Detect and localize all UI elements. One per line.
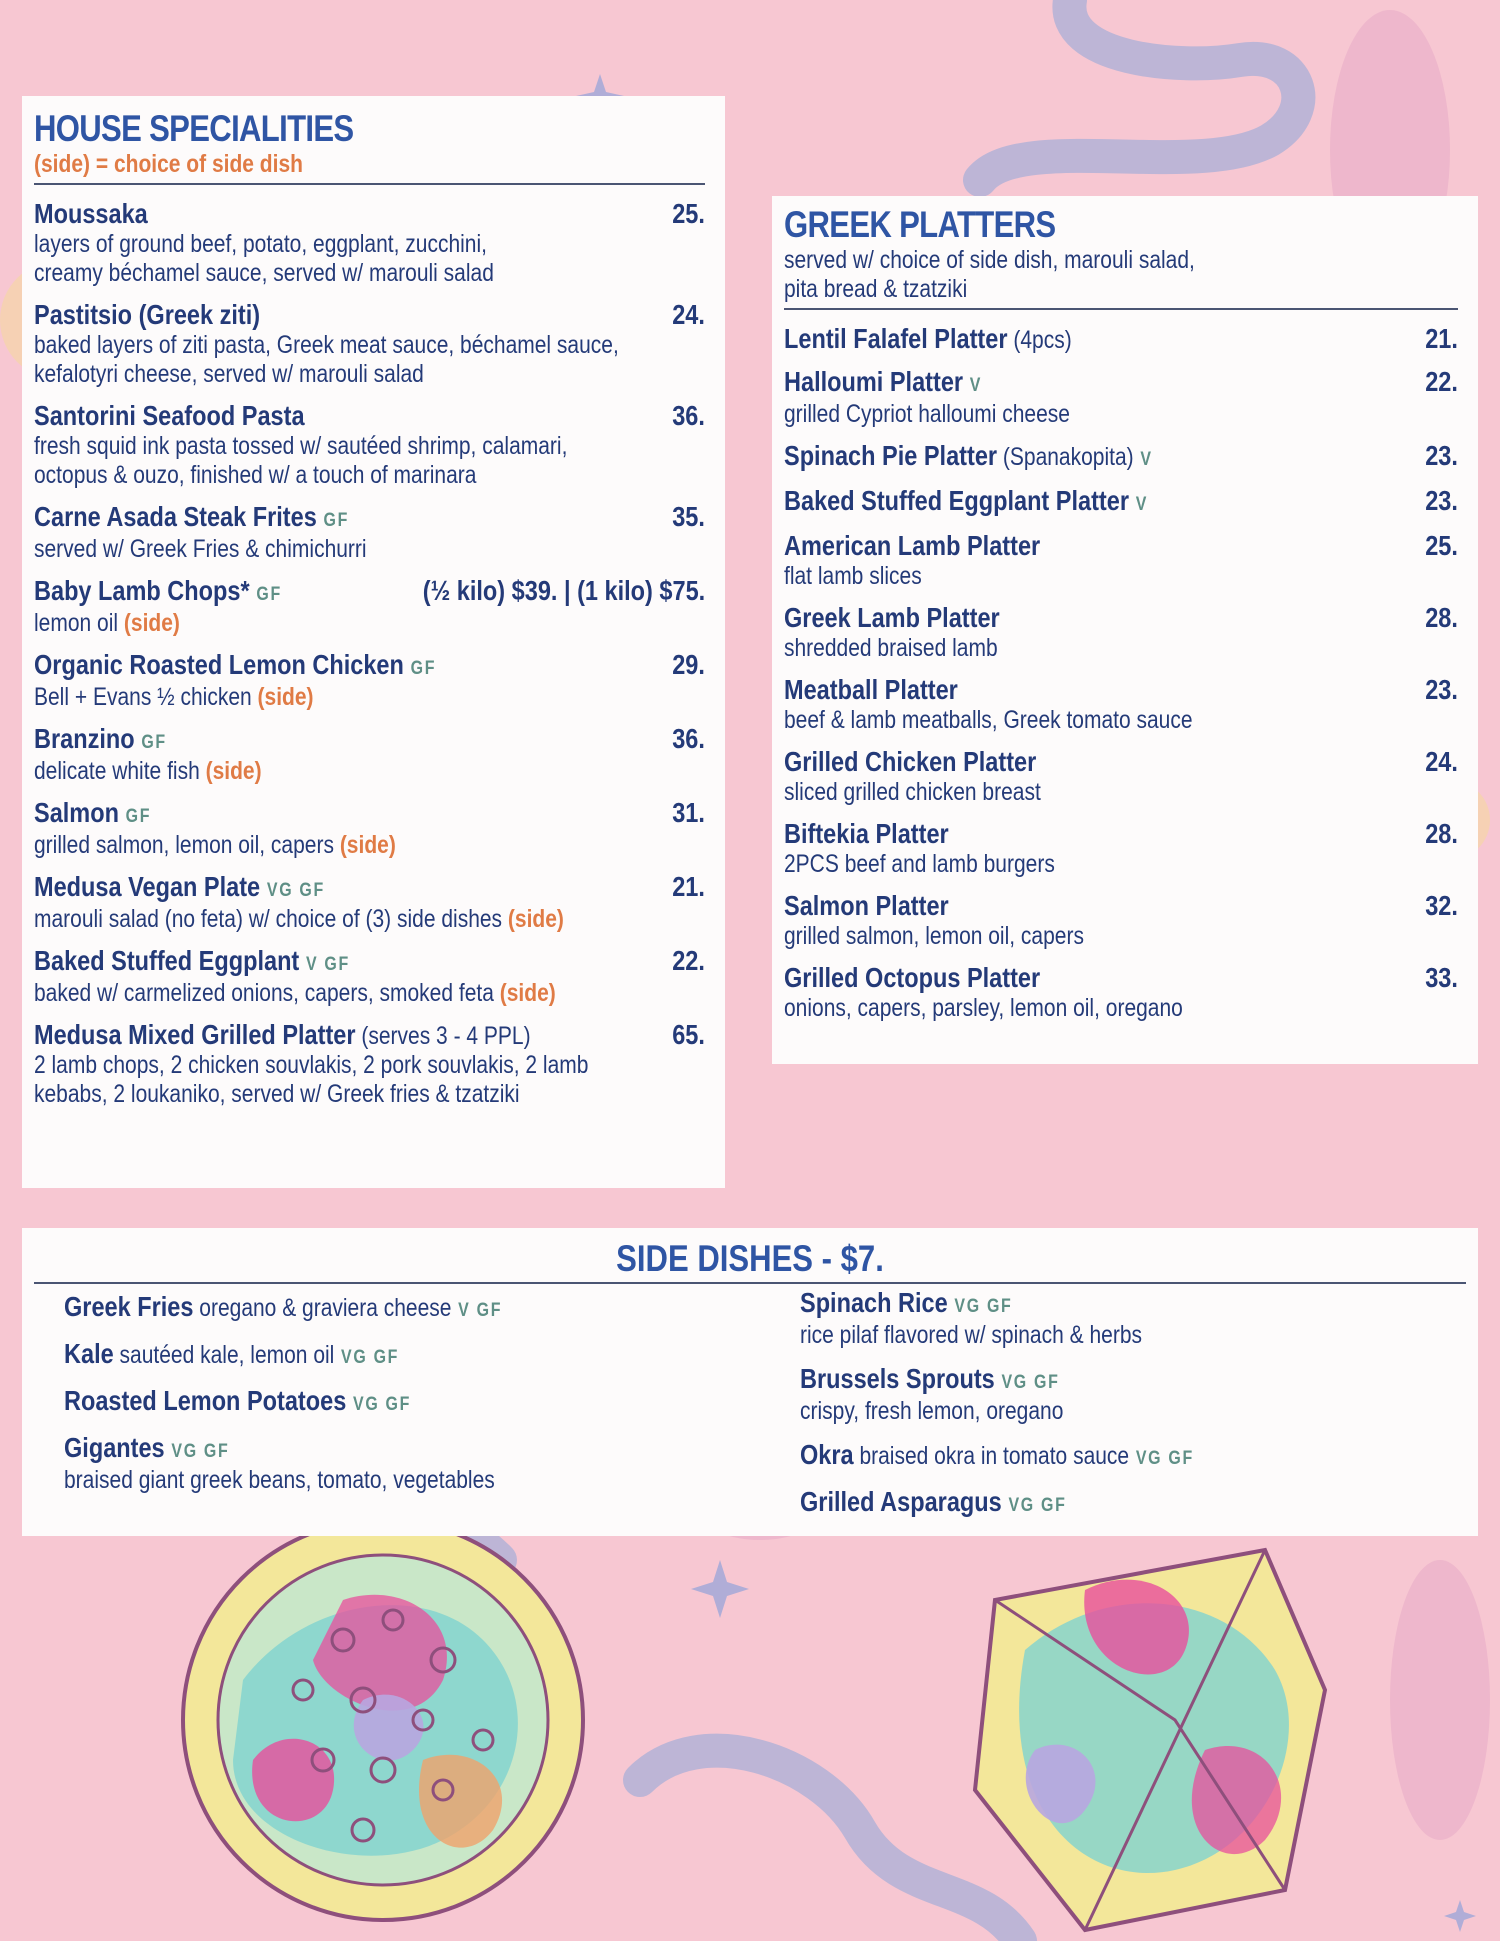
menu-item-price: 65.	[672, 1019, 705, 1050]
description-text: octopus & ouzo, finished w/ a touch of marinara	[34, 461, 477, 489]
menu-item-price: 23.	[1425, 674, 1458, 705]
description-text: layers of ground beef, potato, eggplant, zucchini,	[34, 230, 487, 258]
menu-item-name: Halloumi Platter	[784, 366, 964, 397]
description-text: 2 lamb chops, 2 chicken souvlakis, 2 pork souvlakis, 2 lamb	[34, 1051, 589, 1079]
menu-item	[784, 367, 1458, 429]
side-dishes-panel	[22, 1228, 1478, 1536]
menu-item-name: Santorini Seafood Pasta	[34, 400, 305, 431]
menu-item	[34, 650, 705, 712]
description-text: kebabs, 2 loukaniko, served w/ Greek fries & tzatziki	[34, 1080, 520, 1108]
side-choice-note: (side)	[205, 757, 262, 785]
menu-item	[34, 401, 705, 490]
diet-tag: VG GF	[954, 1296, 1013, 1317]
side-choice-note: (side)	[257, 683, 314, 711]
side-choice-note: (side)	[507, 905, 564, 933]
menu-item	[800, 1364, 1269, 1426]
menu-item-header	[34, 946, 598, 979]
menu-item-name: Kale	[64, 1338, 114, 1369]
menu-item-price: 36.	[672, 400, 705, 431]
house-items-list	[34, 199, 705, 1109]
menu-item-header	[784, 486, 1350, 519]
description-text: flat lamb slices	[784, 562, 922, 590]
menu-item-name: Biftekia Platter	[784, 818, 949, 849]
menu-item	[784, 819, 1458, 879]
menu-item-description	[34, 757, 598, 786]
menu-item-header	[784, 441, 1350, 474]
diet-tag: V	[969, 375, 983, 396]
menu-item	[34, 502, 705, 564]
menu-item-header	[784, 324, 1350, 355]
description-text: grilled salmon, lemon oil, capers	[34, 831, 334, 859]
house-specialities-title: HOUSE SPECIALITIES	[34, 108, 354, 149]
diet-tag: GF	[410, 658, 437, 679]
menu-item-price: 23.	[1425, 485, 1458, 516]
menu-item	[800, 1487, 1269, 1520]
menu-item-price: (½ kilo) $39. | (1 kilo) $75.	[422, 575, 705, 606]
diet-tag: V	[1140, 449, 1153, 470]
menu-item-header	[64, 1433, 502, 1466]
diet-tag: VG GF	[341, 1347, 400, 1368]
menu-item-name: Carne Asada Steak Frites	[34, 501, 317, 532]
menu-item-name: Grilled Asparagus	[800, 1486, 1002, 1517]
diet-tag: VG GF	[353, 1394, 412, 1415]
description-text: baked layers of ziti pasta, Greek meat sauce, béchamel sauce,	[34, 331, 619, 359]
menu-item-price: 28.	[1425, 818, 1458, 849]
menu-item-price: 23.	[1425, 440, 1458, 471]
menu-item-price: 22.	[1425, 366, 1458, 397]
description-text: sliced grilled chicken breast	[784, 778, 1041, 806]
menu-item	[34, 872, 705, 934]
menu-item	[64, 1339, 586, 1372]
menu-item-name: Roasted Lemon Potatoes	[64, 1385, 347, 1416]
greek-platters-title: GREEK PLATTERS	[784, 204, 1056, 245]
diet-tag: VG GF	[266, 880, 325, 901]
menu-item-description	[800, 1321, 1194, 1350]
menu-item	[784, 891, 1458, 951]
menu-item-description	[34, 1051, 598, 1080]
side-dishes-left-column	[64, 1292, 586, 1509]
description-text: rice pilaf flavored w/ spinach & herbs	[800, 1321, 1143, 1349]
menu-item-name: American Lamb Platter	[784, 530, 1041, 561]
diet-tag: VG GF	[1001, 1372, 1060, 1393]
menu-item-description	[34, 461, 598, 490]
menu-item	[784, 603, 1458, 663]
menu-item-description	[34, 905, 598, 934]
menu-item-description	[34, 230, 598, 259]
menu-item-description	[784, 400, 1350, 429]
menu-item-description	[34, 683, 598, 712]
menu-item-note: (Spanakopita)	[1002, 443, 1134, 471]
description-text: kefalotyri cheese, served w/ marouli salad	[34, 360, 424, 388]
description-text: beef & lamb meatballs, Greek tomato sauce	[784, 706, 1193, 734]
menu-item-header	[784, 531, 1350, 562]
greek-platters-desc-line: served w/ choice of side dish, marouli salad,	[784, 246, 1195, 274]
menu-item-description	[34, 1080, 598, 1109]
menu-item	[800, 1440, 1269, 1473]
menu-item-price: 25.	[672, 198, 705, 229]
menu-item	[784, 486, 1458, 519]
menu-item-note: (4pcs)	[1013, 326, 1072, 354]
menu-item-price: 29.	[672, 649, 705, 680]
menu-item-header	[800, 1440, 1194, 1473]
menu-item-header	[784, 891, 1350, 922]
menu-item	[34, 300, 705, 389]
diet-tag: GF	[125, 806, 152, 827]
diet-tag: GF	[323, 510, 350, 531]
menu-item-description	[34, 535, 598, 564]
menu-item	[34, 1020, 705, 1109]
description-text: delicate white fish	[34, 757, 200, 785]
menu-item	[34, 724, 705, 786]
menu-item	[34, 798, 705, 860]
menu-item	[784, 324, 1458, 355]
side-dishes-right-column	[800, 1288, 1269, 1534]
menu-item-description	[34, 432, 598, 461]
menu-item-description	[34, 609, 598, 638]
menu-item	[784, 441, 1458, 474]
menu-item	[784, 675, 1458, 735]
menu-item-price: 24.	[1425, 746, 1458, 777]
menu-item-name: Moussaka	[34, 198, 148, 229]
menu-item-name: Baked Stuffed Eggplant	[34, 945, 300, 976]
menu-item-description	[784, 562, 1350, 591]
menu-item-price: 21.	[672, 871, 705, 902]
menu-item-name: Greek Lamb Platter	[784, 602, 1000, 633]
description-text: grilled salmon, lemon oil, capers	[784, 922, 1084, 950]
menu-item	[34, 199, 705, 288]
menu-item-price: 25.	[1425, 530, 1458, 561]
menu-item-description	[784, 706, 1350, 735]
diet-tag: VG GF	[171, 1441, 230, 1462]
greek-platters-desc-line: pita bread & tzatziki	[784, 275, 968, 303]
menu-item-price: 22.	[672, 945, 705, 976]
divider	[34, 1282, 1466, 1284]
menu-item	[64, 1292, 586, 1325]
platter-items-list	[784, 324, 1458, 1023]
menu-item-note: (serves 3 - 4 PPL)	[361, 1022, 531, 1050]
diet-tag: GF	[141, 732, 167, 753]
menu-item-description	[34, 331, 619, 360]
side-dishes-title: SIDE DISHES - $7.	[616, 1238, 884, 1279]
menu-item-header	[64, 1386, 502, 1419]
menu-item-name: Medusa Mixed Grilled Platter	[34, 1019, 356, 1050]
description-text: braised giant greek beans, tomato, vegetables	[64, 1466, 495, 1494]
menu-item-header	[34, 798, 598, 831]
menu-item-header	[800, 1288, 1194, 1321]
menu-item-name: Lentil Falafel Platter	[784, 323, 1008, 354]
menu-item-name: Grilled Octopus Platter	[784, 962, 1041, 993]
menu-item	[34, 946, 705, 1008]
menu-item-price: 28.	[1425, 602, 1458, 633]
menu-item-name: Organic Roasted Lemon Chicken	[34, 649, 404, 680]
menu-item-header	[784, 603, 1350, 634]
menu-item-price: 32.	[1425, 890, 1458, 921]
description-text: grilled Cypriot halloumi cheese	[784, 400, 1070, 428]
menu-item-description	[64, 1466, 502, 1495]
side-choice-note: (side)	[123, 609, 180, 637]
plate-illustration	[183, 1520, 583, 1920]
description-text: shredded braised lamb	[784, 634, 998, 662]
menu-item-name: Spinach Pie Platter	[784, 440, 998, 471]
description-text: 2PCS beef and lamb burgers	[784, 850, 1055, 878]
description-text: Bell + Evans ½ chicken	[34, 683, 252, 711]
diet-tag: VG GF	[1008, 1495, 1067, 1516]
menu-item-header	[34, 872, 598, 905]
description-text: fresh squid ink pasta tossed w/ sautéed shrimp, calamari,	[34, 432, 568, 460]
menu-item-name: Greek Fries	[64, 1291, 194, 1322]
menu-item-header	[34, 300, 598, 331]
menu-item-header	[34, 401, 598, 432]
menu-item-header	[800, 1364, 1194, 1397]
menu-item	[784, 963, 1458, 1023]
description-text: onions, capers, parsley, lemon oil, oregano	[784, 994, 1183, 1022]
menu-item-header	[34, 1020, 598, 1051]
menu-item-description	[784, 994, 1350, 1023]
menu-item	[64, 1386, 586, 1419]
menu-item-description	[784, 634, 1350, 663]
menu-item-name: Salmon Platter	[784, 890, 949, 921]
menu-item-name: Meatball Platter	[784, 674, 958, 705]
menu-item-name: Okra	[800, 1439, 854, 1470]
menu-item	[800, 1288, 1269, 1350]
menu-item-header	[784, 747, 1350, 778]
menu-item-note: sautéed kale, lemon oil	[119, 1341, 335, 1369]
menu-item-name: Salmon	[34, 797, 119, 828]
menu-item-header	[64, 1339, 502, 1372]
description-text: served w/ Greek Fries & chimichurri	[34, 535, 367, 563]
menu-item	[784, 531, 1458, 591]
description-text: lemon oil	[34, 609, 119, 637]
menu-item-name: Pastitsio (Greek ziti)	[34, 299, 261, 330]
menu-item-header	[784, 819, 1350, 850]
menu-item-name: Branzino	[34, 723, 135, 754]
menu-item-price: 21.	[1425, 323, 1458, 354]
house-specialities-panel	[22, 96, 725, 1188]
menu-item-name: Grilled Chicken Platter	[784, 746, 1037, 777]
menu-item-header	[34, 502, 598, 535]
menu-item-name: Spinach Rice	[800, 1287, 948, 1318]
menu-item-note: braised okra in tomato sauce	[859, 1442, 1130, 1470]
menu-item-name: Baby Lamb Chops*	[34, 575, 250, 606]
description-text: crispy, fresh lemon, oregano	[800, 1397, 1064, 1425]
greek-platters-panel	[772, 196, 1478, 1064]
menu-item-description	[800, 1397, 1194, 1426]
description-text: baked w/ carmelized onions, capers, smoked feta	[34, 979, 494, 1007]
menu-item-description	[34, 360, 598, 389]
menu-item-description	[784, 850, 1350, 879]
menu-item-price: 35.	[672, 501, 705, 532]
menu-item-price: 24.	[672, 299, 705, 330]
menu-item	[64, 1433, 586, 1495]
menu-item	[34, 576, 705, 638]
menu-item-note: oregano & graviera cheese	[199, 1294, 452, 1322]
diet-tag: GF	[256, 584, 282, 605]
menu-item-name: Brussels Sprouts	[800, 1363, 995, 1394]
diet-tag: VG GF	[1135, 1448, 1194, 1469]
menu-item-header	[784, 963, 1350, 994]
menu-item-price: 31.	[672, 797, 705, 828]
menu-item-header	[64, 1292, 502, 1325]
menu-item-name: Baked Stuffed Eggplant Platter	[784, 485, 1130, 516]
menu-item-description	[34, 979, 598, 1008]
menu-item	[784, 747, 1458, 807]
side-choice-note: (side)	[339, 831, 396, 859]
side-choice-note: (side)	[499, 979, 556, 1007]
diet-tag: V	[1135, 494, 1149, 515]
menu-item-description	[784, 922, 1350, 951]
description-text: marouli salad (no feta) w/ choice of (3) side dishes	[34, 905, 503, 933]
description-text: creamy béchamel sauce, served w/ marouli salad	[34, 259, 494, 287]
menu-item-header	[784, 367, 1350, 400]
menu-item-header	[34, 199, 598, 230]
menu-item-header	[800, 1487, 1194, 1520]
menu-item-description	[34, 831, 598, 860]
pita-illustration	[975, 1550, 1325, 1930]
menu-item-description	[34, 259, 598, 288]
house-specialities-subtitle: (side) = choice of side dish	[34, 150, 303, 178]
menu-item-description	[784, 778, 1350, 807]
menu-item-header	[34, 650, 598, 683]
menu-item-price: 33.	[1425, 962, 1458, 993]
diet-tag: V GF	[305, 954, 350, 975]
menu-item-header	[34, 724, 598, 757]
diet-tag: V GF	[458, 1300, 503, 1321]
menu-item-name: Gigantes	[64, 1432, 165, 1463]
divider	[784, 308, 1458, 310]
menu-item-header	[784, 675, 1350, 706]
divider	[34, 183, 705, 185]
menu-item-name: Medusa Vegan Plate	[34, 871, 261, 902]
menu-item-price: 36.	[672, 723, 705, 754]
